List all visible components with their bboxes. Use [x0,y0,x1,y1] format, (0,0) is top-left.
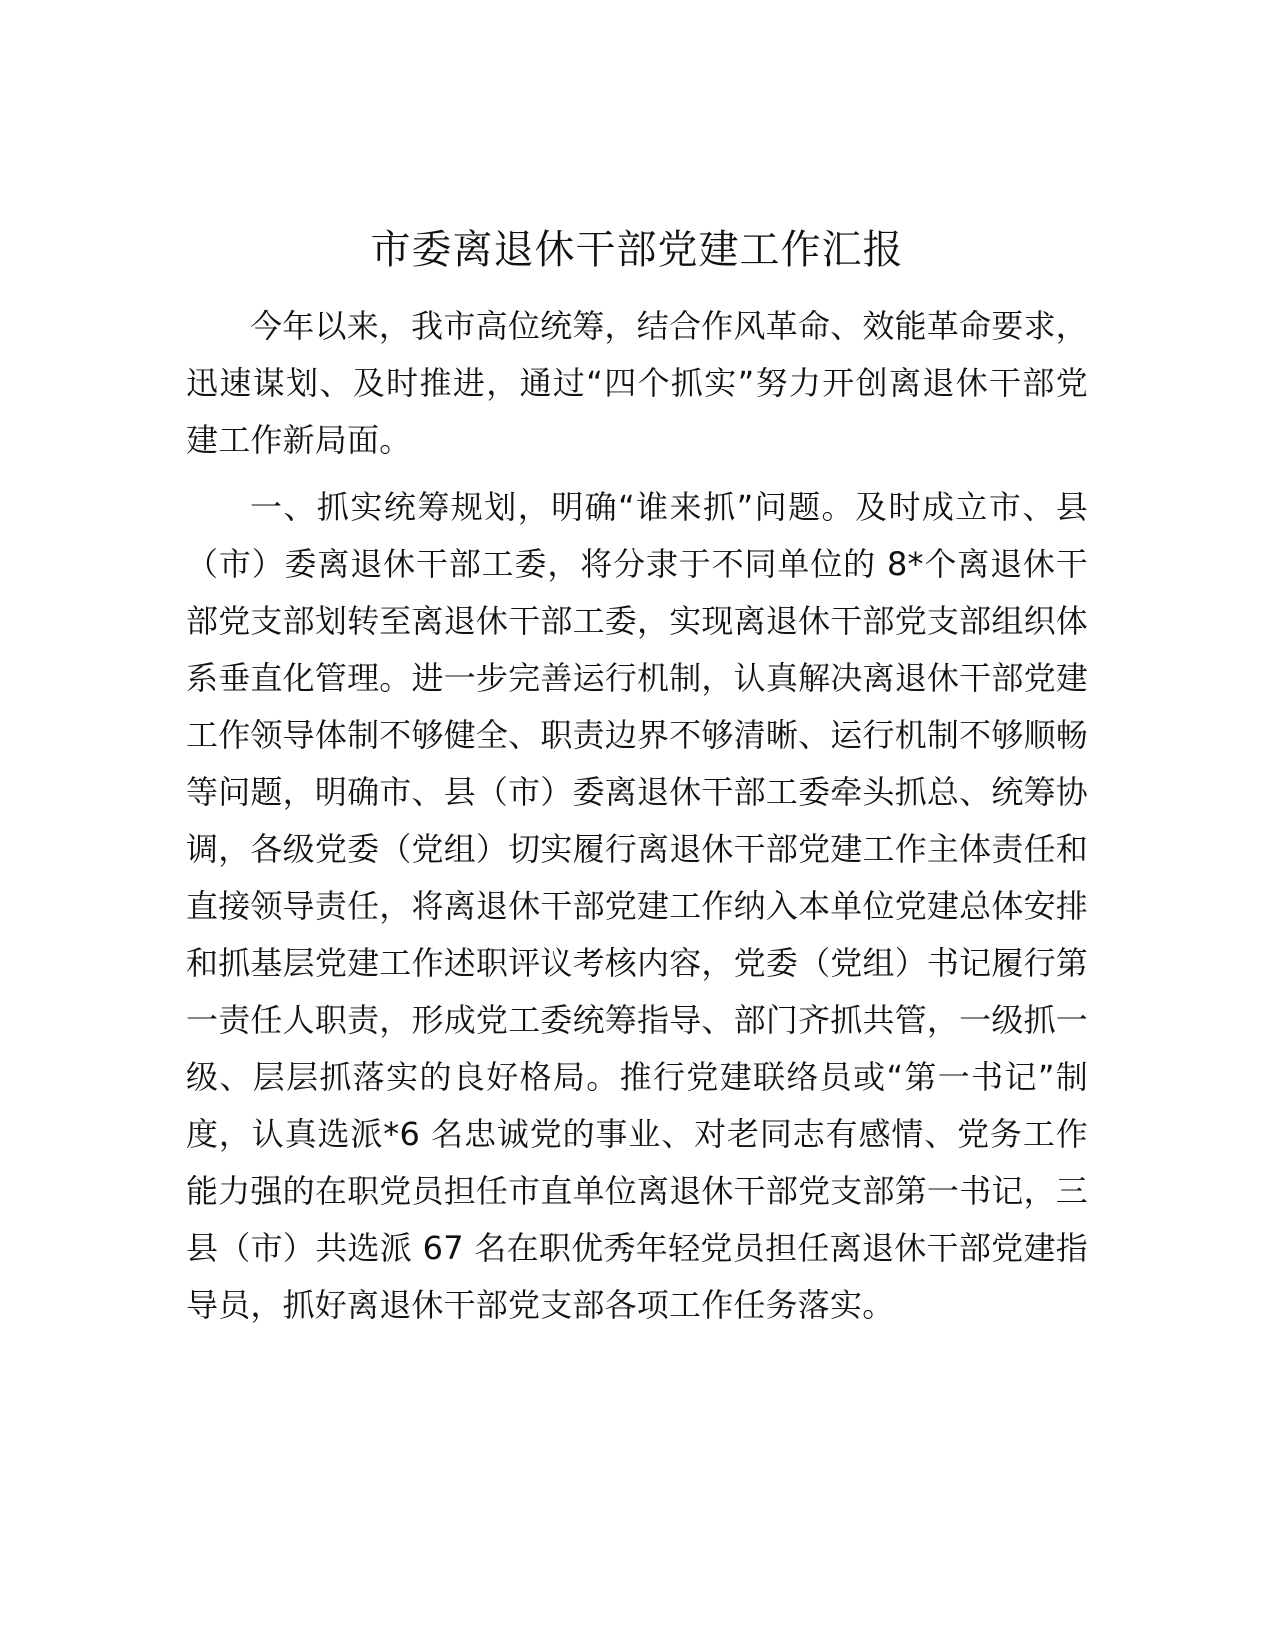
document-body [186,222,1088,1344]
document-title: 市委离退休干部党建工作汇报 [370,227,904,273]
paragraph-section-1: 一、抓实统筹规划，明确“谁来抓”问题。及时成立市、县（市）委离退休干部工委，将分隶于不同单位的 8*个离退休干部党支部划转至离退休干部工委，实现离退休干部党支部组织体系垂直化管理。进一步完善运行机制，认真解决离退休干部党建工作领导体制不够健全、职责边界不够清晰、运行机制不够顺畅等问题，明确市、县（市）委离退休干部工委牵头抓总、统筹协调，各级党委（党组）切实履行离退休干部党建工作主体责任和直接领导责任，将离退休干部党建工作纳入本单位党建总体安排和抓基层党建工作述职评议考核内容，党委（党组）书记履行第一责任人职责，形成党工委统筹指导、部门齐抓共管，一级抓一级、层层抓落实的良好格局。推行党建联络员或“第一书记”制度，认真选派*6 名忠诚党的事业、对老同志有感情、党务工作能力强的在职党员担任市直单位离退休干部党支部第一书记，三县（市）共选派 67 名在职优秀年轻党员担任离退休干部党建指导员，抓好离退休干部党支部各项工作任务落实。 [186,488,1088,1324]
paragraph-intro: 今年以来，我市高位统筹，结合作风革命、效能革命要求，迅速谋划、及时推进，通过“四个抓实”努力开创离退休干部党建工作新局面。 [186,307,1088,459]
